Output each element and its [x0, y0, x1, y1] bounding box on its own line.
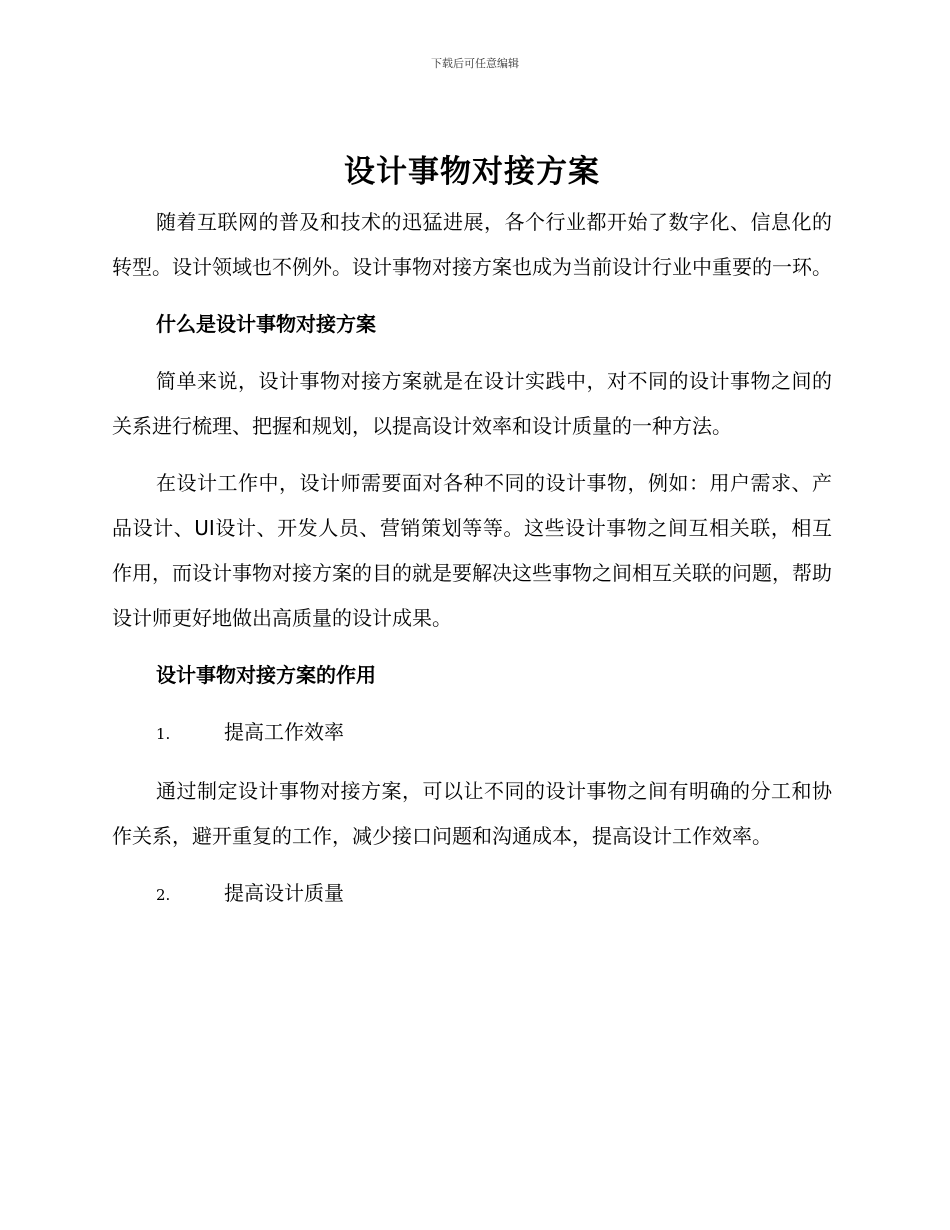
definition-paragraph: 简单来说，设计事物对接方案就是在设计实践中，对不同的设计事物之间的关系进行梳理、把握和规划，以提高设计效率和设计质量的一种方法。	[112, 369, 832, 438]
section-heading-purpose: 设计事物对接方案的作用	[156, 663, 376, 687]
list-number: 2.	[156, 886, 171, 904]
section-heading-what-is: 什么是设计事物对接方案	[156, 312, 376, 336]
list-item-label: 提高工作效率	[224, 720, 344, 744]
list-item-efficiency	[112, 710, 832, 757]
list-item-label: 提高设计质量	[224, 881, 344, 905]
list-number: 1.	[156, 725, 171, 743]
page-header-note: 下载后可任意编辑	[431, 57, 519, 70]
context-paragraph: 在设计工作中，设计师需要面对各种不同的设计事物，例如：用户需求、产品设计、UI设计、开发人员、营销策划等等。这些设计事物之间互相关联，相互作用，而设计事物对接方案的目的就是要解决这些事物之间相互关联的问题，帮助设计师更好地做出高质量的设计成果。	[112, 471, 832, 630]
document-title: 设计事物对接方案	[344, 154, 600, 190]
document-body	[112, 150, 832, 930]
intro-paragraph: 随着互联网的普及和技术的迅猛进展，各个行业都开始了数字化、信息化的转型。设计领域也不例外。设计事物对接方案也成为当前设计行业中重要的一环。	[112, 210, 832, 279]
efficiency-paragraph: 通过制定设计事物对接方案，可以让不同的设计事物之间有明确的分工和协作关系，避开重复的工作，减少接口问题和沟通成本，提高设计工作效率。	[112, 779, 832, 848]
list-item-quality	[112, 871, 832, 918]
